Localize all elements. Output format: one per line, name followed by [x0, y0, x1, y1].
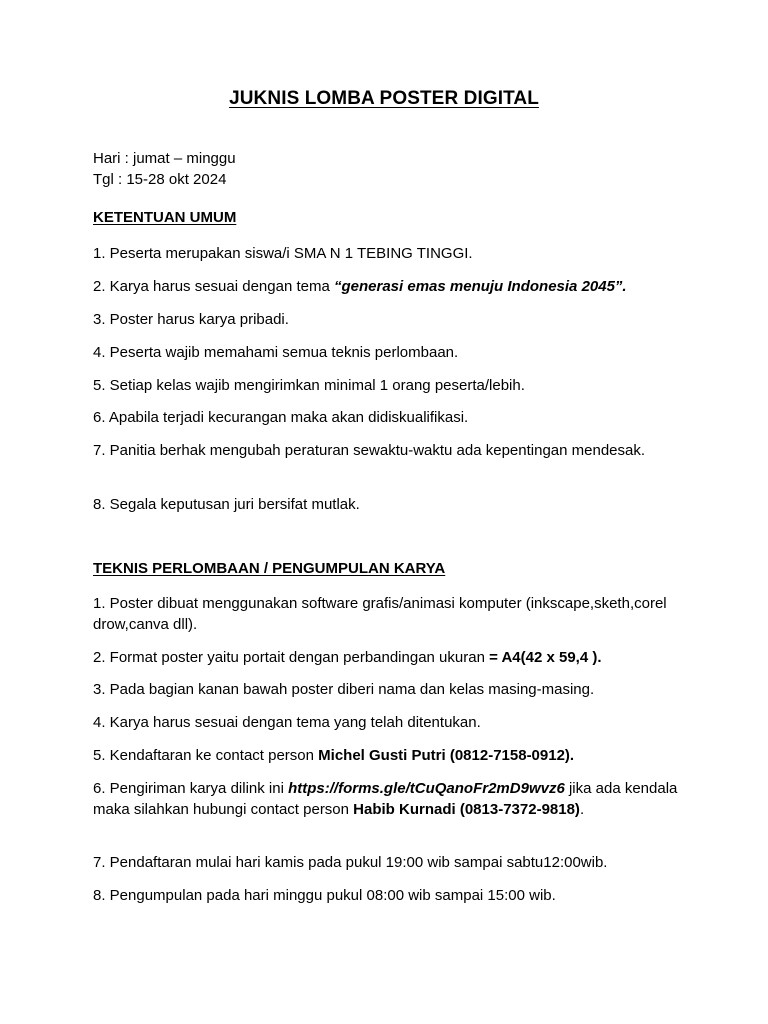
technical-item-6	[93, 778, 683, 820]
general-item-2	[93, 276, 683, 297]
technical-item-4-text: 4. Karya harus sesuai dengan tema yang telah ditentukan.	[93, 714, 481, 731]
general-item-8	[93, 494, 683, 515]
general-item-3-text: 3. Poster harus karya pribadi.	[93, 311, 289, 328]
general-item-6	[93, 407, 683, 428]
contact-person-2: Habib Kurnadi (0813-7372-9818)	[353, 801, 580, 818]
technical-item-7	[93, 852, 683, 873]
theme-emphasis: “generasi emas menuju Indonesia 2045”.	[333, 278, 627, 295]
general-item-2-text: 2. Karya harus sesuai dengan tema	[93, 278, 334, 295]
general-item-1-text: 1. Peserta merupakan siswa/i SMA N 1 TEBING TINGGI.	[93, 245, 473, 262]
general-item-4	[93, 342, 683, 363]
general-item-4-text: 4. Peserta wajib memahami semua teknis perlombaan.	[93, 344, 459, 361]
submission-link[interactable]: https://forms.gle/tCuQanoFr2mD9wvz6	[288, 780, 565, 797]
technical-item-1	[93, 593, 683, 635]
document-title: JUKNIS LOMBA POSTER DIGITAL	[229, 88, 539, 109]
technical-item-6-text: 6. Pengiriman karya dilink ini	[93, 780, 289, 797]
technical-item-5-text: 5. Kendaftaran ke contact person	[93, 747, 319, 764]
general-item-1	[93, 243, 683, 264]
technical-item-4	[93, 712, 683, 733]
technical-item-8-text: 8. Pengumpulan pada hari minggu pukul 08:00 wib sampai 15:00 wib.	[93, 887, 556, 904]
contact-person-1: Michel Gusti Putri (0812-7158-0912).	[318, 747, 575, 764]
technical-item-3	[93, 679, 683, 700]
technical-item-6-text-end: .	[579, 801, 585, 818]
general-item-7	[93, 440, 683, 461]
general-item-3	[93, 309, 683, 330]
technical-item-5	[93, 745, 683, 766]
technical-item-7-text: 7. Pendaftaran mulai hari kamis pada pukul 19:00 wib sampai sabtu12:00wib.	[93, 854, 608, 871]
technical-item-6-text-after: jika ada kendala maka silahkan hubungi contact person	[93, 780, 678, 818]
general-item-5-text: 5. Setiap kelas wajib mengirimkan minimal 1 orang peserta/lebih.	[93, 377, 525, 394]
schedule-day: Hari : jumat – minggu	[93, 150, 236, 167]
technical-item-3-text: 3. Pada bagian kanan bawah poster diberi nama dan kelas masing-masing.	[93, 681, 595, 698]
technical-item-1-text: 1. Poster dibuat menggunakan software grafis/animasi komputer (inkscape,sketh,corel drow,canva dll).	[93, 595, 667, 633]
technical-item-2	[93, 647, 683, 668]
section-heading-technical: TEKNIS PERLOMBAAN / PENGUMPULAN KARYA	[93, 560, 446, 577]
schedule-date: Tgl : 15-28 okt 2024	[93, 171, 227, 188]
general-item-7-text: 7. Panitia berhak mengubah peraturan sewaktu-waktu ada kepentingan mendesak.	[93, 442, 646, 459]
technical-item-8	[93, 885, 683, 906]
general-item-6-text: 6. Apabila terjadi kecurangan maka akan didiskualifikasi.	[93, 409, 469, 426]
technical-item-2-text: 2. Format poster yaitu portait dengan perbandingan ukuran	[93, 649, 490, 666]
general-item-5	[93, 375, 683, 396]
section-heading-general: KETENTUAN UMUM	[93, 209, 237, 226]
poster-size: = A4(42 x 59,4 ).	[489, 649, 602, 666]
general-item-8-text: 8. Segala keputusan juri bersifat mutlak.	[93, 496, 360, 513]
